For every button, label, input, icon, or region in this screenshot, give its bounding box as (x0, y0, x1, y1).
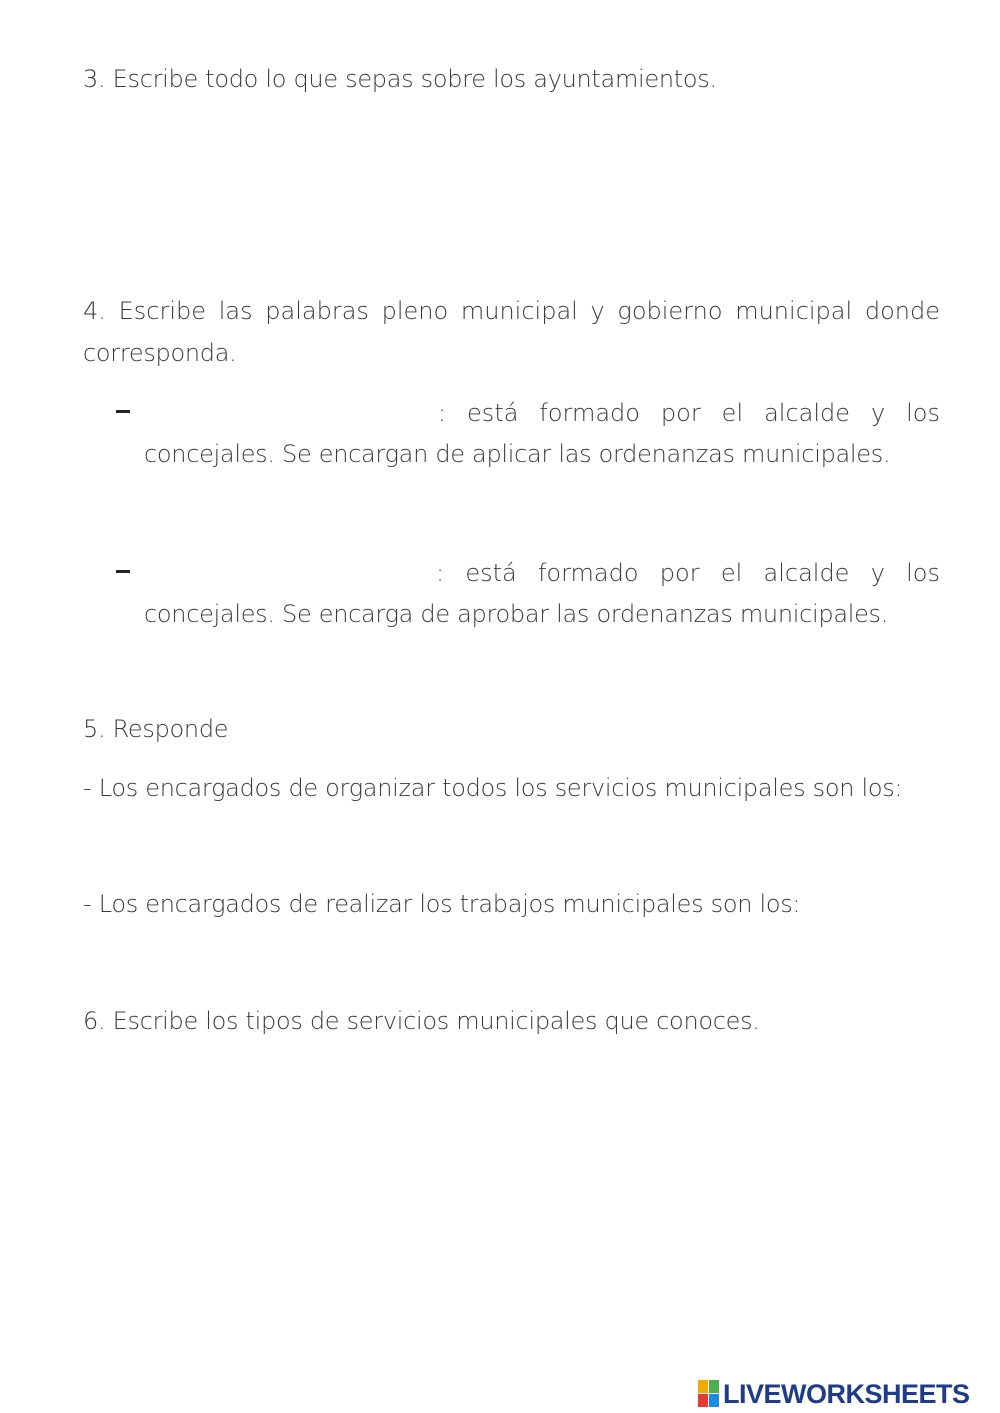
item-2-line1: : está formado por el alcalde y los (436, 559, 940, 587)
question-3-answer-area[interactable] (83, 110, 944, 274)
liveworksheets-logo (698, 1376, 970, 1412)
question-5-title: 5. Responde (83, 715, 229, 743)
question-3-prompt: 3. Escribe todo lo que sepas sobre los ayuntamientos. (83, 65, 717, 93)
logo-square-4 (709, 1394, 719, 1407)
question-4-prompt-line2: corresponda. (83, 339, 237, 367)
bullet-dash (116, 570, 130, 573)
liveworksheets-logo-mark (698, 1380, 720, 1408)
item-1-line2: concejales. Se encargan de aplicar las ordenanzas municipales. (144, 440, 891, 468)
gap-input-1[interactable] (144, 393, 438, 429)
gap-input-2[interactable] (144, 553, 438, 589)
logo-square-2 (709, 1380, 719, 1393)
question-4-prompt-line1: 4. Escribe las palabras pleno municipal y gobierno municipal donde (83, 297, 940, 325)
question-5-answer-2[interactable] (83, 932, 944, 968)
question-6-answer-area[interactable] (83, 1052, 944, 1316)
logo-square-3 (698, 1394, 708, 1407)
question-5-line1: - Los encargados de organizar todos los servicios municipales son los: (83, 774, 903, 802)
liveworksheets-brand-text: LIVEWORKSHEETS (723, 1378, 970, 1409)
item-1-line1: : está formado por el alcalde y los (438, 399, 940, 427)
logo-square-1 (698, 1380, 708, 1393)
question-5-line2: - Los encargados de realizar los trabajos municipales son los: (83, 890, 801, 918)
question-5-answer-1[interactable] (83, 815, 944, 851)
item-2-line2: concejales. Se encarga de aprobar las ordenanzas municipales. (144, 600, 889, 628)
question-6-prompt: 6. Escribe los tipos de servicios municipales que conoces. (83, 1007, 760, 1035)
bullet-dash (116, 410, 130, 413)
